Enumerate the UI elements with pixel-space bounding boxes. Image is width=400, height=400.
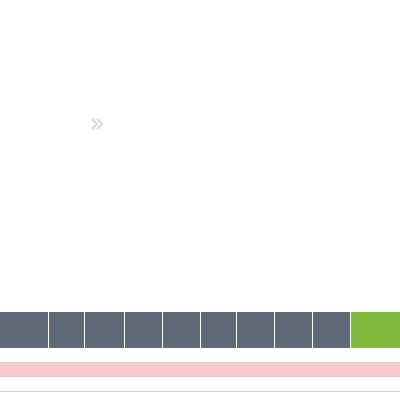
table-cell: [124, 362, 162, 377]
header-comp-wheel-od-in: [48, 312, 84, 348]
table-cell: [274, 377, 312, 392]
table-cell: [312, 377, 350, 392]
header-comp-inducer-in: [124, 312, 162, 348]
table-cell: [200, 377, 236, 392]
header-turbine-exducer-mm: [312, 312, 350, 348]
table-cell: [162, 377, 200, 392]
table-row: [0, 348, 400, 362]
cell-service-kit: [350, 362, 400, 377]
cell-service-kit: [350, 348, 400, 362]
table-cell: [48, 362, 84, 377]
table-row-highlighted: [0, 362, 400, 377]
cell-part-number: [0, 362, 48, 377]
header-turbine-od-mm: [236, 312, 274, 348]
table-cell: [200, 348, 236, 362]
header-super-core: [0, 312, 48, 348]
table-cell: [312, 348, 350, 362]
cell-part-number: [0, 348, 48, 362]
table-cell: [236, 348, 274, 362]
table-row: [0, 377, 400, 392]
table-cell: [162, 362, 200, 377]
table-header-row: [0, 312, 400, 348]
borgwarner-logo-icon: [90, 117, 104, 131]
table-cell: [48, 377, 84, 392]
table-cell: [162, 348, 200, 362]
table-cell: [124, 348, 162, 362]
table-cell: [236, 377, 274, 392]
table-cell: [84, 362, 124, 377]
cell-service-kit: [350, 377, 400, 392]
cell-part-number: [0, 377, 48, 392]
turbo-spec-table: [0, 312, 400, 392]
table-cell: [274, 348, 312, 362]
table-cell: [200, 362, 236, 377]
header-comp-inducer-mm: [162, 312, 200, 348]
table-cell: [274, 362, 312, 377]
table-cell: [84, 348, 124, 362]
table-cell: [312, 362, 350, 377]
header-comp-wheel-od-mm: [84, 312, 124, 348]
table-cell: [48, 348, 84, 362]
header-turbine-exducer-in: [274, 312, 312, 348]
table-cell: [124, 377, 162, 392]
header-turbine-od-in: [200, 312, 236, 348]
header-service-kit: [350, 312, 400, 348]
table-cell: [84, 377, 124, 392]
table-cell: [236, 362, 274, 377]
